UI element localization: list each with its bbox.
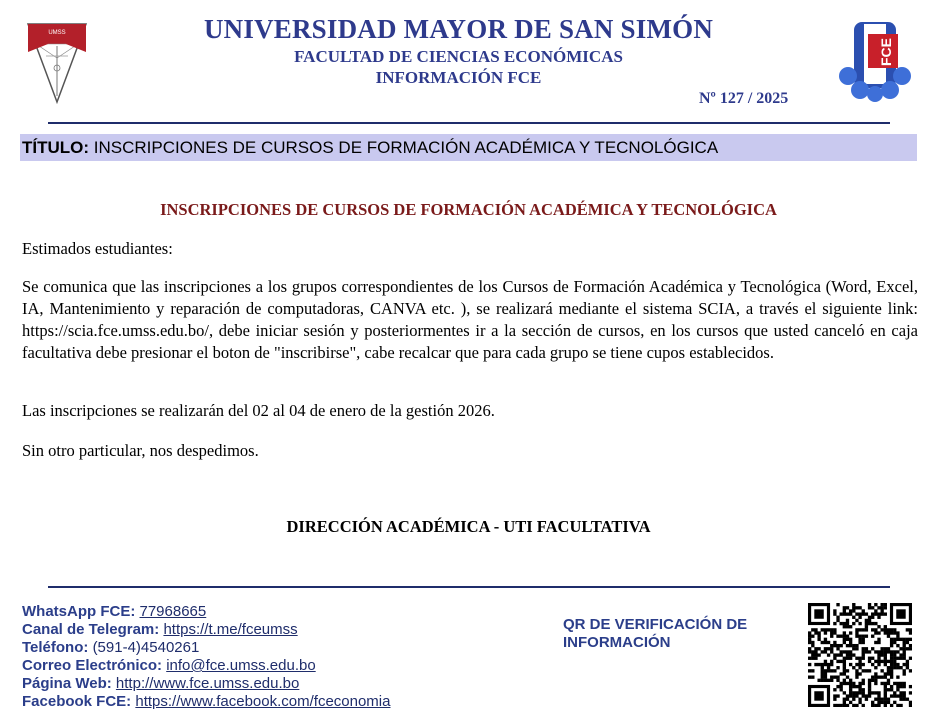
phone-label: Teléfono: [22, 639, 89, 656]
dates-paragraph: Las inscripciones se realizarán del 02 al 04 de enero de la gestión 2026. [22, 401, 495, 420]
telegram-link[interactable]: https://t.me/fceumss [163, 621, 298, 638]
title-bar [20, 134, 917, 161]
facebook-line [22, 693, 390, 711]
qr-label: QR DE VERIFICACIÓN DE INFORMACIÓN [563, 616, 748, 651]
telegram-label: Canal de Telegram: [22, 621, 160, 638]
document-number: Nº 127 / 2025 [699, 90, 789, 107]
whatsapp-label: WhatsApp FCE: [22, 603, 136, 620]
info-heading: INFORMACIÓN FCE [375, 68, 542, 87]
whatsapp-line [22, 603, 390, 621]
facebook-link[interactable]: https://www.facebook.com/fceconomia [135, 693, 391, 710]
email-label: Correo Electrónico: [22, 657, 163, 674]
document-heading: INSCRIPCIONES DE CURSOS DE FORMACIÓN ACADÉMICA Y TECNOLÓGICA [160, 200, 777, 219]
fce-logo [834, 20, 916, 104]
umss-logo [26, 22, 88, 104]
header-divider [48, 122, 890, 124]
faculty-name: FACULTAD DE CIENCIAS ECONÓMICAS [294, 47, 623, 66]
footer-divider [48, 586, 890, 588]
svg-text:UMSS: UMSS [48, 30, 66, 36]
greeting: Estimados estudiantes: [22, 239, 173, 258]
closing-paragraph: Sin otro particular, nos despedimos. [22, 441, 259, 460]
whatsapp-link[interactable]: 77968665 [139, 603, 207, 620]
contact-info [22, 603, 390, 711]
title-text: INSCRIPCIONES DE CURSOS DE FORMACIÓN ACADÉMICA Y TECNOLÓGICA [93, 138, 719, 157]
web-label: Página Web: [22, 675, 112, 692]
phone-value: (591-4)4540261 [92, 639, 200, 656]
web-link[interactable]: http://www.fce.umss.edu.bo [115, 675, 300, 692]
web-line [22, 675, 390, 693]
phone-line [22, 639, 390, 657]
qr-code[interactable] [808, 603, 912, 707]
university-name: UNIVERSIDAD MAYOR DE SAN SIMÓN [203, 14, 714, 44]
svg-text:FCE: FCE [878, 38, 894, 66]
main-paragraph: Se comunica que las inscripciones a los grupos correspondientes de los Cursos de Formación Académica y Tecnológica (Word, Excel, IA, Mantenimiento y reparación de computadoras, CANVA etc. ), se realizará mediante el sistema SCIA, a través el siguiente link: https://scia.fce.umss.edu.bo/, debe iniciar sesión y posteriormentes ir a la sección de cursos, en los cursos que usted canceló en caja facultativa debe presionar el boton de "inscribirse", cabe recalcar que para cada grupo se tiene cupos establecidos. [22, 277, 918, 362]
title-label: TÍTULO: [22, 138, 90, 157]
telegram-line [22, 621, 390, 639]
signature: DIRECCIÓN ACADÉMICA - UTI FACULTATIVA [286, 517, 651, 536]
email-link[interactable]: info@fce.umss.edu.bo [166, 657, 316, 674]
email-line [22, 657, 390, 675]
facebook-label: Facebook FCE: [22, 693, 132, 710]
